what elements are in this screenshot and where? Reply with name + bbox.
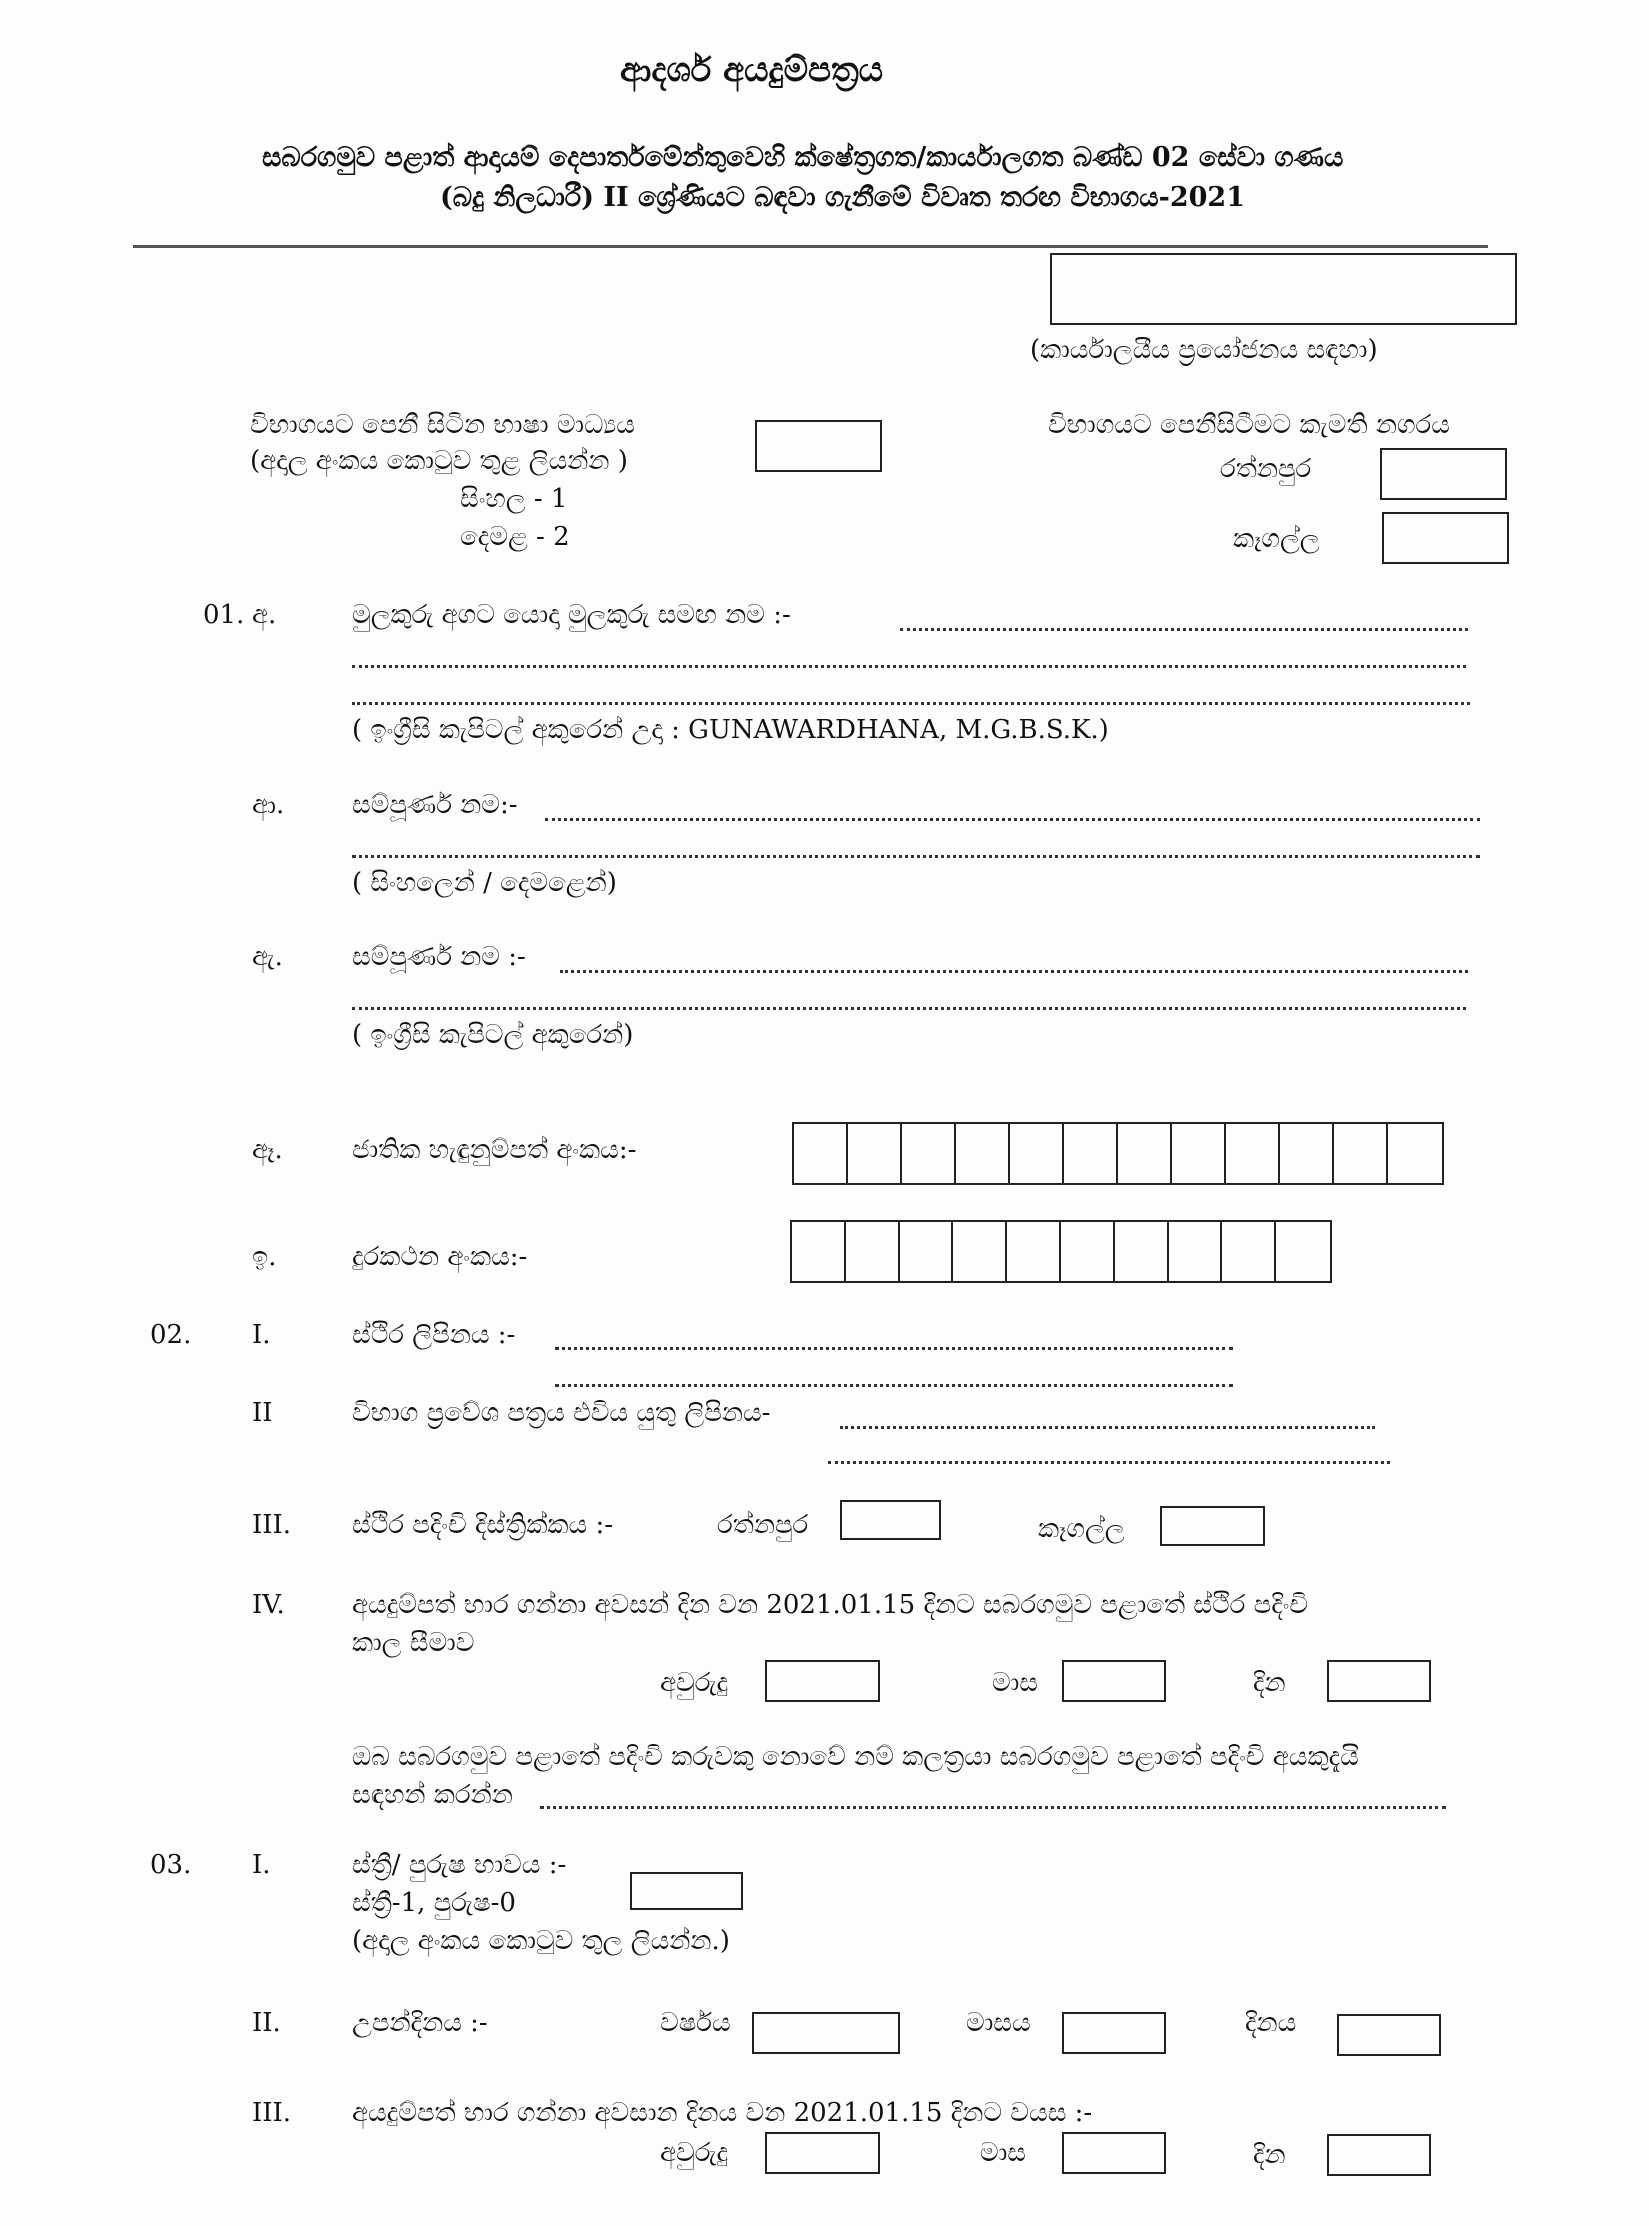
gender-box[interactable]: [630, 1872, 743, 1910]
q02-ii-line2[interactable]: [828, 1461, 1390, 1464]
q03-ii-month-label: මාසය: [966, 2008, 1031, 2038]
phone-digit-cell[interactable]: [1276, 1222, 1330, 1281]
q01-i-marker: ඉ.: [252, 1242, 277, 1272]
district-ratnapura-box[interactable]: [840, 1500, 941, 1540]
q02-spouse-note-line[interactable]: [540, 1806, 1446, 1809]
phone-digit-cell[interactable]: [953, 1222, 1007, 1281]
q03-ii-day-label: දිනය: [1245, 2008, 1297, 2038]
residency-days-box[interactable]: [1327, 1660, 1431, 1702]
residency-months-box[interactable]: [1062, 1660, 1166, 1702]
q01-aa-line2[interactable]: [352, 855, 1480, 858]
q01-aa-line1[interactable]: [545, 818, 1480, 821]
q02-iii-option-kegalle: කෑගල්ල: [1038, 1514, 1125, 1544]
q02-i-line1[interactable]: [555, 1347, 1233, 1350]
age-days-box[interactable]: [1327, 2134, 1431, 2176]
q02-iii-label: ස්ථිර පදිංචි දිස්ත්‍රික්කය :-: [352, 1510, 614, 1540]
q03-iii-marker: III.: [252, 2098, 292, 2128]
q03-i-hint: (අදාල අංකය කොටුව තුල ලියන්න.): [352, 1926, 730, 1956]
nic-digit-cell[interactable]: [794, 1124, 848, 1183]
dob-month-box[interactable]: [1062, 2012, 1166, 2054]
q03-ii-year-label: වර්ෂය: [660, 2008, 731, 2038]
phone-digit-cell[interactable]: [792, 1222, 846, 1281]
nic-digit-cell[interactable]: [848, 1124, 902, 1183]
q03-i-marker: I.: [252, 1850, 271, 1880]
city-option-kegalle: කෑගල්ල: [1233, 524, 1320, 554]
q01-a-hint: ( ඉංග්‍රීසි කැපිටල් අකුරෙන් උදා : GUNAWARDHANA, M.G.B.S.K.): [352, 715, 1109, 745]
q01-a-line3[interactable]: [352, 702, 1470, 705]
q02-spouse-note-line2: සඳහන් කරන්න: [352, 1780, 513, 1810]
phone-number-grid[interactable]: [790, 1220, 1332, 1283]
q02-iii-option-ratnapura: රත්නපුර: [717, 1510, 809, 1540]
q03-i-codes: ස්ත්‍රී-1, පුරුෂ-0: [352, 1888, 516, 1918]
nic-digit-cell[interactable]: [1118, 1124, 1172, 1183]
q01-aa-hint: ( සිංහලෙන් / දෙමළෙන්): [352, 868, 617, 898]
q03-iii-days-label: දින: [1253, 2140, 1286, 2170]
phone-digit-cell[interactable]: [900, 1222, 954, 1281]
office-use-box[interactable]: [1050, 253, 1517, 325]
q02-i-line2[interactable]: [555, 1384, 1233, 1387]
q02-spouse-note-line1: ඔබ සබරගමුව පළාතේ පදිංචි කරුවකු නොවේ නම් කලත්‍රයා සබරගමුව පළාතේ පදිංචි අයකුදැයි: [352, 1742, 1359, 1772]
q01-aa-marker: ආ.: [252, 790, 285, 820]
nic-digit-cell[interactable]: [902, 1124, 956, 1183]
phone-digit-cell[interactable]: [1007, 1222, 1061, 1281]
q02-i-marker: I.: [252, 1320, 271, 1350]
city-ratnapura-box[interactable]: [1380, 448, 1507, 500]
q03-ii-marker: II.: [252, 2008, 281, 2038]
q02-iv-marker: IV.: [252, 1590, 285, 1620]
q03-number: 03.: [150, 1850, 192, 1880]
q02-number: 02.: [150, 1320, 192, 1350]
form-subtitle-line2: (බදු නිලධාරී) II ශ්‍රේණියට බඳවා ගැනීමේ විවෘත තරඟ විභාගය-2021: [440, 182, 1245, 213]
language-instruction: (අදාල අංකය කොටුව තුළ ලියන්න ): [250, 446, 628, 476]
q02-ii-line1[interactable]: [840, 1426, 1375, 1429]
nic-digit-cell[interactable]: [1334, 1124, 1388, 1183]
district-kegalle-box[interactable]: [1160, 1506, 1265, 1546]
q02-iv-text-line1: අයදුම්පත් භාර ගන්නා අවසන් දින වන 2021.01.15 දිනට සබරගමුව පළාතේ ස්ථිර පදිංචි: [352, 1590, 1309, 1620]
form-subtitle-line1: සබරගමුව පළාත් ආදායම් දෙපාර්තමේන්තුවෙහි ක්ෂේත්‍රගත/කාර්යාලගත බණ්ඩ 02 සේවා ගණය: [262, 142, 1344, 173]
q02-ii-label: විභාග ප්‍රවේශ පත්‍රය එවිය යුතු ලිපිනය-: [352, 1398, 771, 1428]
q01-a-line2[interactable]: [352, 665, 1466, 668]
city-kegalle-box[interactable]: [1382, 512, 1509, 564]
q02-iv-months-label: මාස: [992, 1668, 1038, 1698]
language-medium-box[interactable]: [755, 420, 882, 472]
age-years-box[interactable]: [765, 2132, 880, 2174]
q01-a-marker: අ.: [252, 600, 277, 630]
q01-number: 01.: [203, 600, 245, 630]
q03-iii-label: අයදුම්පත් භාර ගන්නා අවසාන දිනය වන 2021.01.15 දිනට වයස :-: [352, 2098, 1093, 2128]
nic-number-grid[interactable]: [792, 1122, 1444, 1185]
dob-day-box[interactable]: [1337, 2014, 1441, 2056]
nic-digit-cell[interactable]: [1010, 1124, 1064, 1183]
form-title: ආදර්ශ අයදුම්පත්‍රය: [620, 50, 884, 90]
q01-ae-line2[interactable]: [352, 1007, 1466, 1010]
header-divider: [133, 245, 1488, 248]
q01-aa-label: සම්පූර්ණ නම:-: [352, 790, 518, 820]
phone-digit-cell[interactable]: [1061, 1222, 1115, 1281]
q02-iii-marker: III.: [252, 1510, 292, 1540]
phone-digit-cell[interactable]: [846, 1222, 900, 1281]
q01-a-label: මුලකුරු අගට යොදා මුලකුරු සමඟ නම :-: [352, 600, 791, 630]
q03-i-label: ස්ත්‍රී/ පුරුෂ භාවය :-: [352, 1850, 567, 1880]
phone-digit-cell[interactable]: [1115, 1222, 1169, 1281]
q01-ae-label: සම්පූර්ණ නම :-: [352, 942, 526, 972]
q02-iv-days-label: දින: [1253, 1668, 1286, 1698]
residency-years-box[interactable]: [765, 1660, 880, 1702]
q01-ae-marker: ඇ.: [252, 942, 283, 972]
q01-i-label: දුරකථන අංකය:-: [352, 1242, 528, 1272]
nic-digit-cell[interactable]: [1388, 1124, 1442, 1183]
language-option-sinhala: සිංහල - 1: [460, 484, 568, 514]
office-use-label: (කාර්යාලයීය ප්‍රයෝජනය සඳහා): [1030, 335, 1378, 365]
q02-ii-marker: II: [252, 1398, 273, 1428]
q01-aee-label: ජාතික හැඳුනුම්පත් අංකය:-: [352, 1135, 637, 1165]
nic-digit-cell[interactable]: [1172, 1124, 1226, 1183]
q03-iii-years-label: අවුරුදු: [660, 2138, 728, 2168]
age-months-box[interactable]: [1062, 2132, 1166, 2174]
nic-digit-cell[interactable]: [1064, 1124, 1118, 1183]
q02-iv-years-label: අවුරුදු: [660, 1668, 728, 1698]
q03-iii-months-label: මාස: [980, 2138, 1026, 2168]
nic-digit-cell[interactable]: [1280, 1124, 1334, 1183]
city-option-ratnapura: රත්නපුර: [1220, 454, 1312, 484]
nic-digit-cell[interactable]: [1226, 1124, 1280, 1183]
q02-iv-text-line2: කාල සීමාව: [352, 1628, 475, 1658]
phone-digit-cell[interactable]: [1169, 1222, 1223, 1281]
q01-a-line1[interactable]: [900, 628, 1468, 631]
q01-ae-hint: ( ඉංග්‍රීසි කැපිටල් අකුරෙන්): [352, 1020, 634, 1050]
language-option-tamil: දෙමළ - 2: [460, 522, 570, 552]
q03-ii-label: උපන්දිනය :-: [352, 2008, 488, 2038]
language-label: විභාගයට පෙනී සිටින භාෂා මාධ්‍යය: [250, 410, 635, 440]
q01-aee-marker: ඈ.: [252, 1135, 283, 1165]
q02-i-label: ස්ථිර ලිපිනය :-: [352, 1320, 516, 1350]
dob-year-box[interactable]: [752, 2012, 900, 2054]
q01-ae-line1[interactable]: [560, 970, 1468, 973]
nic-digit-cell[interactable]: [956, 1124, 1010, 1183]
phone-digit-cell[interactable]: [1222, 1222, 1276, 1281]
city-label: විභාගයට පෙනීසිටීමට කැමති නගරය: [1048, 410, 1450, 440]
